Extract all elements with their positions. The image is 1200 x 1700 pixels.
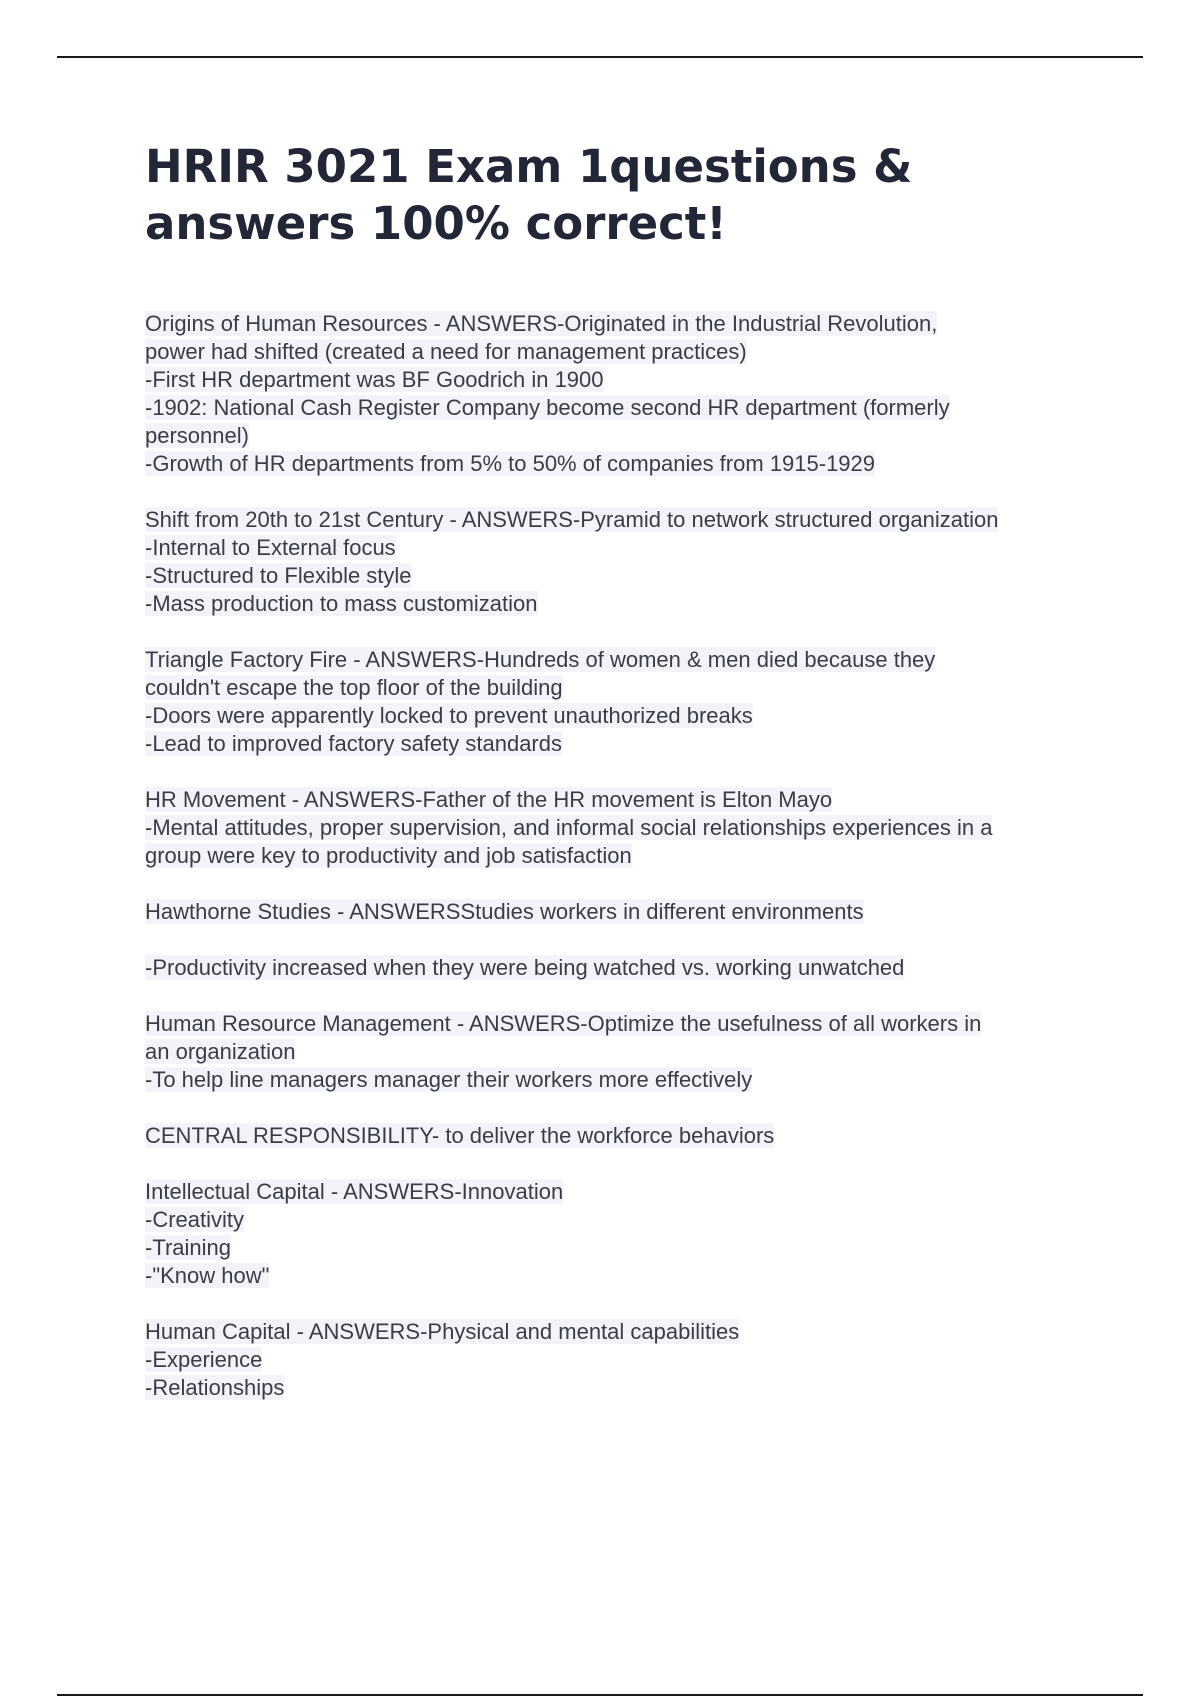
- text-line: [145, 338, 1105, 366]
- text-line: [145, 506, 1105, 534]
- text-line: [145, 1374, 1105, 1402]
- text-line-content: Shift from 20th to 21st Century - ANSWERS-Pyramid to network structured organization: [145, 507, 999, 532]
- text-line-content: personnel): [145, 423, 249, 448]
- qa-block: [145, 954, 1105, 982]
- text-line-content: -Training: [145, 1235, 231, 1260]
- text-line-content: -First HR department was BF Goodrich in 1900: [145, 367, 604, 392]
- text-line: [145, 450, 1105, 478]
- qa-block: [145, 1122, 1105, 1150]
- text-line-content: -Relationships: [145, 1375, 285, 1400]
- text-line-content: -Internal to External focus: [145, 535, 396, 560]
- text-line: [145, 1122, 1105, 1150]
- text-line: [145, 422, 1105, 450]
- text-line: [145, 786, 1105, 814]
- text-line-content: couldn't escape the top floor of the building: [145, 675, 563, 700]
- text-line: [145, 730, 1105, 758]
- text-line: [145, 702, 1105, 730]
- text-line: [145, 646, 1105, 674]
- text-line-content: an organization: [145, 1039, 296, 1064]
- text-line: [145, 1066, 1105, 1094]
- text-line: [145, 562, 1105, 590]
- text-line: [145, 1262, 1105, 1290]
- text-line: [145, 1038, 1105, 1066]
- text-line: [145, 1010, 1105, 1038]
- text-line-content: power had shifted (created a need for management practices): [145, 339, 747, 364]
- qa-block: [145, 1178, 1105, 1290]
- text-line: [145, 954, 1105, 982]
- text-line: [145, 814, 1105, 842]
- text-line-content: -Structured to Flexible style: [145, 563, 412, 588]
- document-body: [145, 310, 1105, 1430]
- text-line-content: -1902: National Cash Register Company become second HR department (formerly: [145, 395, 950, 420]
- qa-block: [145, 898, 1105, 926]
- text-line-content: HR Movement - ANSWERS-Father of the HR movement is Elton Mayo: [145, 787, 833, 812]
- text-line-content: Origins of Human Resources - ANSWERS-Originated in the Industrial Revolution,: [145, 311, 938, 336]
- qa-block: [145, 1318, 1105, 1402]
- text-line-content: -To help line managers manager their workers more effectively: [145, 1067, 753, 1092]
- text-line-content: Human Capital - ANSWERS-Physical and mental capabilities: [145, 1319, 740, 1344]
- text-line-content: -Lead to improved factory safety standards: [145, 731, 562, 756]
- text-line-content: -Doors were apparently locked to prevent unauthorized breaks: [145, 703, 753, 728]
- document-title: HRIR 3021 Exam 1questions & answers 100% correct!: [145, 140, 913, 250]
- qa-block: [145, 310, 1105, 478]
- text-line-content: -Creativity: [145, 1207, 245, 1232]
- text-line: [145, 1318, 1105, 1346]
- text-line-content: Triangle Factory Fire - ANSWERS-Hundreds of women & men died because they: [145, 647, 936, 672]
- text-line: [145, 898, 1105, 926]
- qa-block: [145, 506, 1105, 618]
- text-line-content: group were key to productivity and job satisfaction: [145, 843, 632, 868]
- text-line: [145, 310, 1105, 338]
- text-line-content: CENTRAL RESPONSIBILITY- to deliver the workforce behaviors: [145, 1123, 775, 1148]
- bottom-divider: [57, 1694, 1143, 1696]
- text-line-content: -Mental attitudes, proper supervision, and informal social relationships experiences in a: [145, 815, 993, 840]
- qa-block: [145, 1010, 1105, 1094]
- text-line: [145, 534, 1105, 562]
- text-line-content: -Growth of HR departments from 5% to 50% of companies from 1915-1929: [145, 451, 876, 476]
- text-line: [145, 1206, 1105, 1234]
- text-line-content: Intellectual Capital - ANSWERS-Innovation: [145, 1179, 564, 1204]
- text-line-content: Hawthorne Studies - ANSWERSStudies workers in different environments: [145, 899, 864, 924]
- text-line-content: -"Know how": [145, 1263, 270, 1288]
- qa-block: [145, 786, 1105, 870]
- text-line: [145, 674, 1105, 702]
- text-line: [145, 842, 1105, 870]
- text-line: [145, 1178, 1105, 1206]
- top-divider: [57, 56, 1143, 58]
- text-line-content: Human Resource Management - ANSWERS-Optimize the usefulness of all workers in: [145, 1011, 982, 1036]
- qa-block: [145, 646, 1105, 758]
- text-line: [145, 1346, 1105, 1374]
- text-line-content: -Productivity increased when they were being watched vs. working unwatched: [145, 955, 905, 980]
- text-line: [145, 394, 1105, 422]
- text-line-content: -Mass production to mass customization: [145, 591, 538, 616]
- text-line: [145, 366, 1105, 394]
- text-line: [145, 590, 1105, 618]
- text-line: [145, 1234, 1105, 1262]
- text-line-content: -Experience: [145, 1347, 263, 1372]
